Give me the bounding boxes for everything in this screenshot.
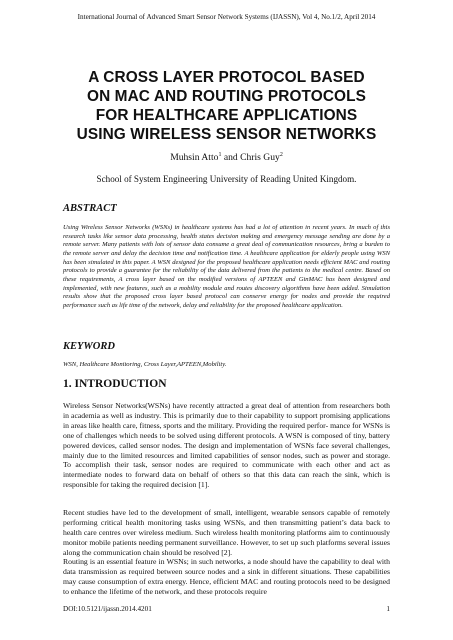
author-affil-mark: 2 bbox=[279, 152, 283, 158]
abstract-heading: ABSTRACT bbox=[63, 203, 117, 214]
author-line bbox=[0, 152, 453, 163]
page-number: 1 bbox=[386, 605, 390, 613]
keyword-heading: KEYWORD bbox=[63, 341, 115, 352]
doi: DOI:10.5121/ijassn.2014.4201 bbox=[63, 605, 152, 613]
author-conjunction: and bbox=[221, 152, 241, 164]
author-name: Chris Guy bbox=[240, 152, 280, 164]
title-line: A CROSS LAYER PROTOCOL BASED bbox=[88, 69, 365, 86]
author-name: Muhsin Atto bbox=[170, 152, 219, 164]
abstract-text: Using Wireless Sensor Networks (WSNs) in healthcare systems has had a lot of attention in recent years. In much of this research tasks like sensor data processing, health states decision making and emergency message sending are done by a remote server. Many patients with lots of sensor data consume a great deal of communication resources, bring a burden to the remote server and delay the decision time and notification time. A healthcare application for elderly people using WSN has been simulated in this paper. A WSN designed for the proposed healthcare application needs efficient MAC and routing protocols to provide a guarantee for the reliability of the data delivered from the patients to the medical centre. Based on these requirements, A cross layer based on the modified versions of APTEEN and GinMAC has been designed and implemented, with new features, such as a mobility module and routes discovery algorithms have been added. Simulation results show that the proposed cross layer based protocol can conserve energy for nodes and provide the required performance such as life time of the network, delay and reliability for the proposed healthcare application. bbox=[63, 224, 390, 309]
author-affil-mark: 1 bbox=[218, 152, 222, 158]
keyword-list: WSN, Healthcare Monitoring, Cross Layer,APTEEN,Mobility. bbox=[63, 361, 227, 368]
paper-title bbox=[30, 68, 423, 144]
body-paragraph: Routing is an essential feature in WSNs; in such networks, a node should have the capability to deal with data transmission as required between source nodes and a sink in different situations. These capabilities may cause consumption of extra energy. Hence, efficient MAC and routing protocols need to be designed to enhance the lifetime of the network, and these protocols require bbox=[63, 557, 390, 596]
title-line: USING WIRELESS SENSOR NETWORKS bbox=[76, 126, 377, 143]
body-paragraph: Wireless Sensor Networks(WSNs) have recently attracted a great deal of attention from researchers both in academia as well as industry. This is primarily due to their capability to support promising applications in areas like health care, fitness, sports and the military. Providing the required perfor- mance for WSNs is one of challenges which needs to be solved using different protocols. A WSN is composed of tiny, battery powered devices, called sensor nodes. The design and implementation of WSNs face several challenges, mainly due to the limited resources and limited capabilities of sensor nodes, such as power and storage. To accomplish their task, sensor nodes are required to communicate with each other and act as intermediate nodes to forward data on behalf of others so that this data can reach the sink, which is responsible for taking the required decision [1]. bbox=[63, 401, 390, 490]
running-head: International Journal of Advanced Smart Sensor Network Systems (IJASSN), Vol 4, No.1/2, April 2014 bbox=[77, 13, 376, 21]
section-heading: 1. INTRODUCTION bbox=[63, 378, 167, 390]
title-line: ON MAC AND ROUTING PROTOCOLS bbox=[87, 88, 366, 105]
body-paragraph: Recent studies have led to the development of small, intelligent, wearable sensors capable of remotely performing critical health monitoring tasks using WSNs, and then transmitting patient’s data back to health care centres over wireless medium. Such wireless health monitoring platforms aim to continuously monitor mobile patients needing permanent surveillance. However, to set up such platforms several issues along the communication chain should be resolved [2]. bbox=[63, 508, 390, 557]
title-line: FOR HEALTHCARE APPLICATIONS bbox=[95, 107, 358, 124]
affiliation: School of System Engineering University of Reading United Kingdom. bbox=[96, 174, 357, 184]
